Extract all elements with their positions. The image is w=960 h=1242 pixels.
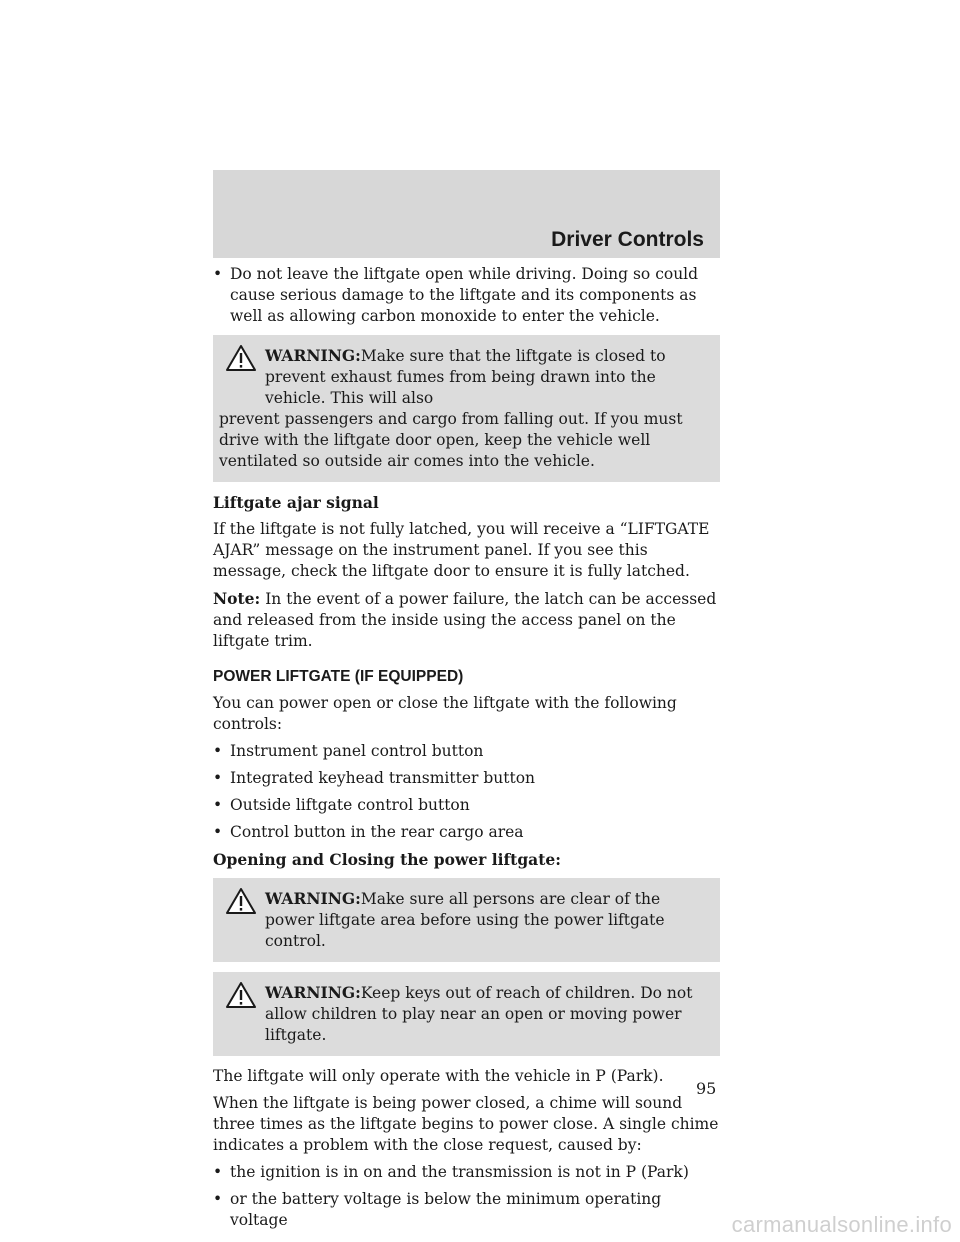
warning-first-lines (265, 982, 714, 1046)
list-item (213, 1162, 720, 1183)
bullet-mark: • (213, 1190, 223, 1208)
paragraph-power: You can power open or close the liftgate with the following controls: (213, 694, 677, 733)
page-content (213, 264, 720, 1237)
warning-first-lines (265, 345, 714, 409)
heading-power-liftgate: POWER LIFTGATE (IF EQUIPPED) (213, 668, 464, 685)
paragraph-park: The liftgate will only operate with the vehicle in P (Park). (213, 1067, 664, 1085)
note-paragraph (213, 588, 720, 652)
section-header-band (213, 170, 720, 258)
list-item (213, 768, 720, 789)
note-text: In the event of a power failure, the latch can be accessed and released from the inside using the access panel on the liftgate trim. (213, 590, 717, 650)
subheading-opening: Opening and Closing the power liftgate: (213, 850, 561, 869)
bullet-text: Control button in the rear cargo area (230, 823, 524, 841)
bullet-text: or the battery voltage is below the minimum operating voltage (230, 1190, 662, 1229)
subheading-ajar: Liftgate ajar signal (213, 493, 379, 512)
warning-label: WARNING: (265, 346, 361, 365)
warning-box (213, 878, 720, 962)
warning-triangle-icon (225, 344, 257, 372)
bullet-mark: • (213, 769, 223, 787)
list-item (213, 795, 720, 816)
warning-label: WARNING: (265, 889, 361, 908)
bullet-text: Do not leave the liftgate open while driving. Doing so could cause serious damage to the liftgate and its components as well as allowing carbon monoxide to enter the vehicle. (230, 265, 699, 325)
list-item (213, 741, 720, 762)
warning-label: WARNING: (265, 983, 361, 1002)
warning-text: Make sure that the liftgate is closed to prevent exhaust fumes from being drawn into the vehicle. This will also (265, 347, 666, 407)
watermark: carmanualsonline.info (731, 1212, 952, 1237)
warning-first-lines (265, 888, 714, 952)
list-item (213, 822, 720, 843)
warning-triangle-icon (225, 887, 257, 915)
paragraph-chime: When the liftgate is being power closed, a chime will sound three times as the liftgate begins to power close. A single chime indicates a problem with the close request, caused by: (213, 1094, 719, 1154)
bullet-text: the ignition is in on and the transmission is not in P (Park) (230, 1163, 689, 1181)
list-item (213, 264, 720, 327)
bullet-mark: • (213, 742, 223, 760)
bullet-mark: • (213, 1163, 223, 1181)
bullet-mark: • (213, 265, 223, 283)
warning-box (213, 972, 720, 1056)
bullet-text: Integrated keyhead transmitter button (230, 769, 536, 787)
bullet-text: Outside liftgate control button (230, 796, 470, 814)
warning-text: Make sure all persons are clear of the power liftgate area before using the power liftgate control. (265, 890, 665, 950)
page-number: 95 (696, 1079, 717, 1098)
bullet-mark: • (213, 796, 223, 814)
bullet-mark: • (213, 823, 223, 841)
note-label: Note: (213, 589, 261, 608)
section-title: Driver Controls (551, 228, 704, 251)
warning-triangle-icon (225, 981, 257, 1009)
warning-text: Keep keys out of reach of children. Do not allow children to play near an open or moving power liftgate. (265, 984, 693, 1044)
list-item (213, 1189, 720, 1231)
paragraph-ajar: If the liftgate is not fully latched, you will receive a “LIFTGATE AJAR” message on the instrument panel. If you see this message, check the liftgate door to ensure it is fully latched. (213, 520, 710, 580)
warning-box (213, 335, 720, 482)
bullet-text: Instrument panel control button (230, 742, 484, 760)
warning-text-continued: prevent passengers and cargo from falling out. If you must drive with the liftgate door open, keep the vehicle well ventilated so outside air comes into the vehicle. (219, 410, 683, 470)
